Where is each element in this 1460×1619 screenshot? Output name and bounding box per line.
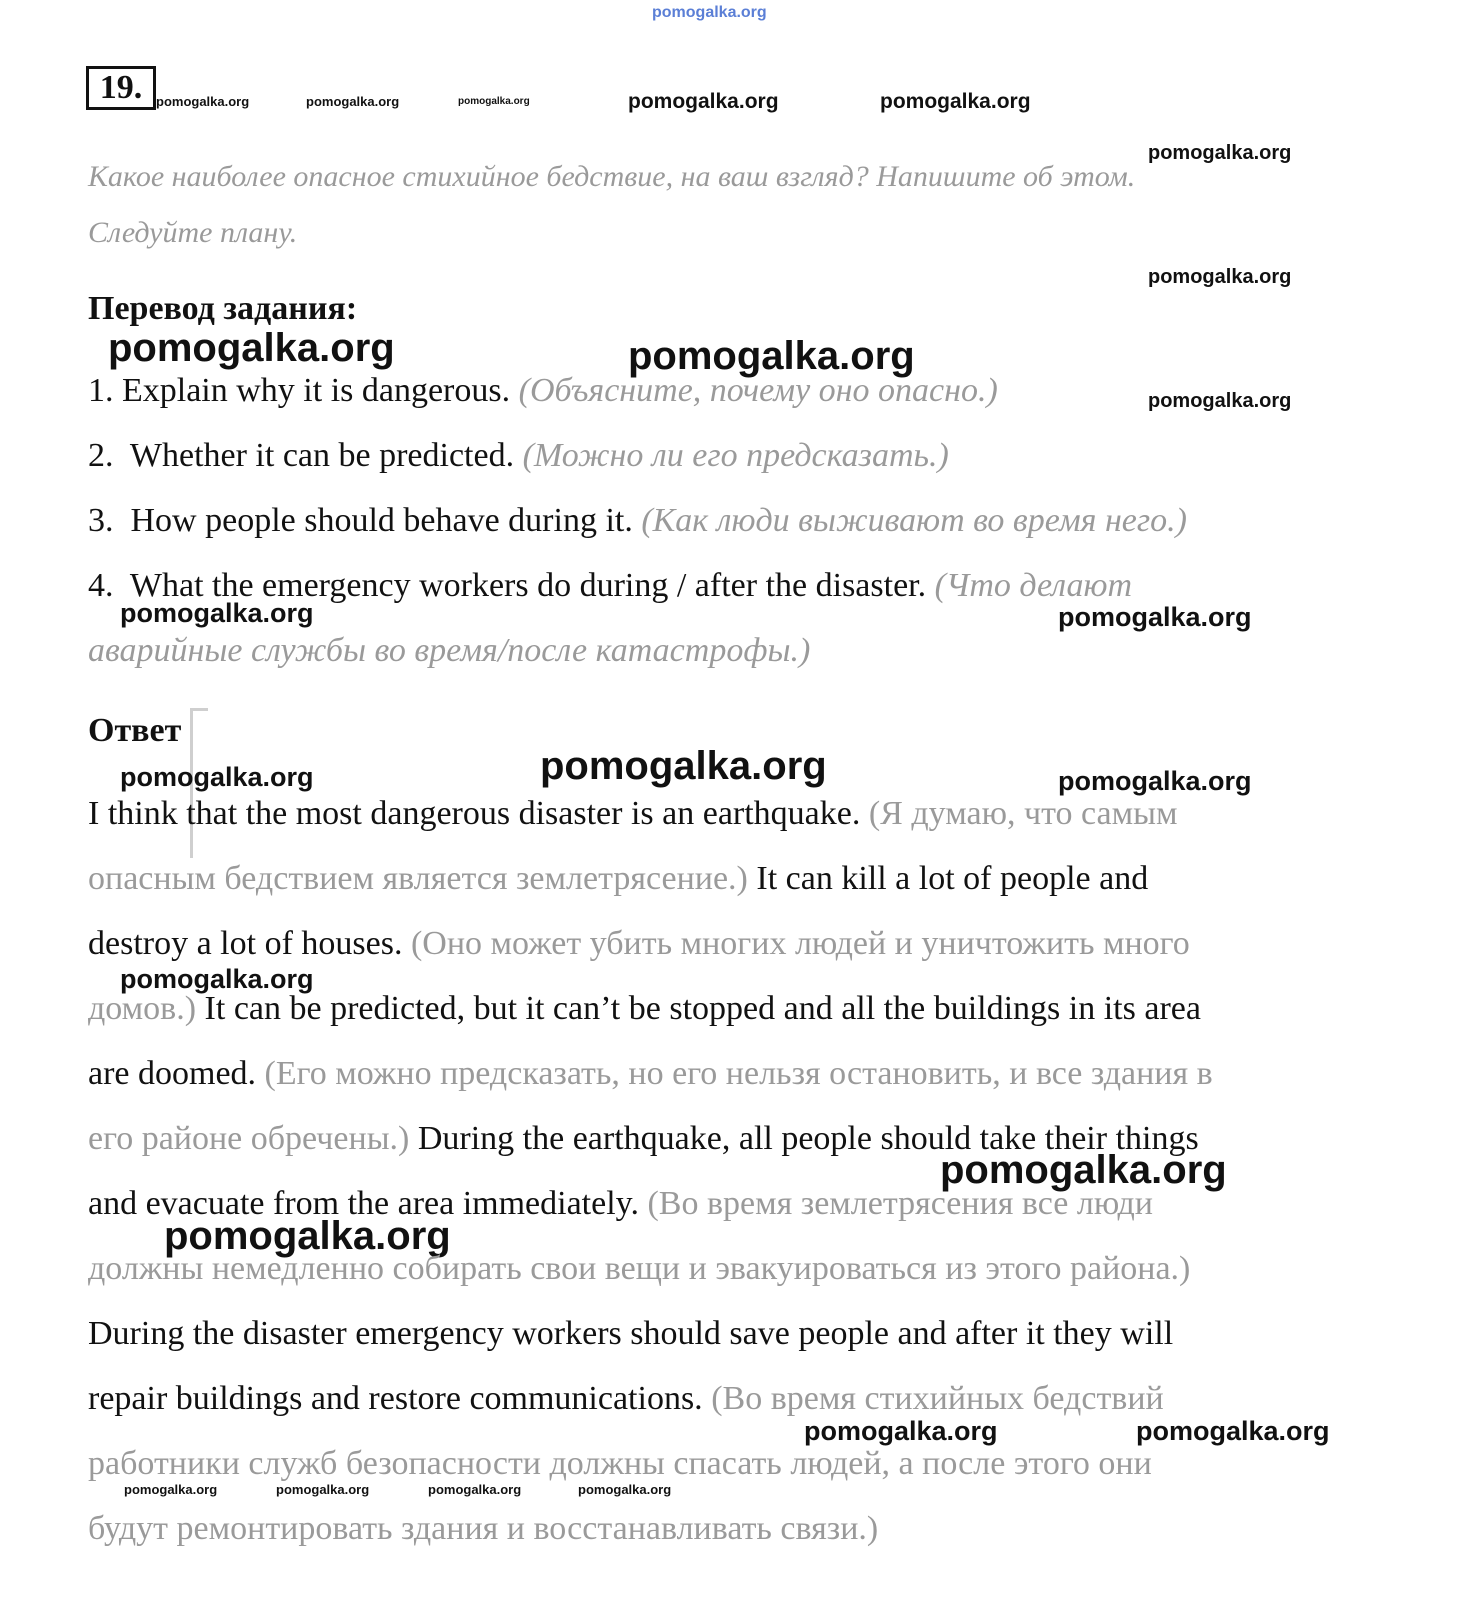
- answer-text-ru: работники служб безопасности должны спасать людей, а после этого они: [88, 1445, 1152, 1482]
- exercise-number: 19.: [86, 66, 156, 110]
- watermark: pomogalka.org: [1058, 602, 1252, 632]
- plan-number: 2.: [88, 437, 114, 474]
- watermark: pomogalka.org: [458, 96, 530, 107]
- answer-line-2: [88, 860, 1148, 898]
- watermark: pomogalka.org: [164, 1214, 451, 1258]
- answer-line-11: [88, 1445, 1152, 1483]
- watermark: pomogalka.org: [540, 744, 827, 788]
- task-text-line1: Какое наиболее опасное стихийное бедствие, на ваш взгляд? Напишите об этом.: [88, 160, 1136, 193]
- task-text-line2: Следуйте плану.: [88, 216, 298, 249]
- answer-heading: Ответ: [88, 712, 182, 749]
- plan-text-ru: (Объясните, почему оно опасно.): [518, 372, 998, 409]
- plan-item-1: [88, 372, 998, 410]
- plan-item-3: [88, 502, 1187, 540]
- watermark: pomogalka.org: [1148, 266, 1292, 288]
- answer-text-ru: опасным бедствием является землетрясение.): [88, 860, 748, 897]
- answer-text-en: I think that the most dangerous disaster is an earthquake.: [88, 795, 861, 832]
- answer-text-ru: будут ремонтировать здания и восстанавливать связи.): [88, 1510, 879, 1547]
- watermark: pomogalka.org: [276, 1482, 370, 1497]
- watermark: pomogalka.org: [1148, 142, 1292, 164]
- translation-heading: Перевод задания:: [88, 290, 358, 327]
- plan-text-en: Whether it can be predicted.: [129, 437, 515, 474]
- watermark: pomogalka.org: [1148, 390, 1292, 412]
- plan-number: 4.: [88, 567, 114, 604]
- plan-text-en: How people should behave during it.: [130, 502, 633, 539]
- answer-line-1: [88, 795, 1177, 833]
- answer-line-4: [88, 990, 1201, 1028]
- answer-text-en: and evacuate from the area immediately.: [88, 1185, 639, 1222]
- watermark: pomogalka.org: [578, 1482, 672, 1497]
- watermark: pomogalka.org: [124, 1482, 218, 1497]
- plan-text-ru: (Можно ли его предсказать.): [522, 437, 949, 474]
- answer-text-ru: (Я думаю, что самым: [868, 795, 1178, 832]
- answer-line-12: [88, 1510, 878, 1548]
- answer-line-9: [88, 1315, 1173, 1353]
- plan-number: 1.: [88, 372, 114, 409]
- answer-text-en: repair buildings and restore communications.: [88, 1380, 703, 1417]
- watermark: pomogalka.org: [108, 326, 395, 370]
- plan-item-2: [88, 437, 949, 475]
- answer-text-ru: (Оно может убить многих людей и уничтожить много: [410, 925, 1190, 962]
- answer-line-10: [88, 1380, 1164, 1418]
- plan-text-en: Explain why it is dangerous.: [122, 372, 511, 409]
- watermark: pomogalka.org: [306, 94, 400, 109]
- watermark: pomogalka.org: [120, 598, 314, 628]
- answer-line-3: [88, 925, 1190, 963]
- answer-text-en: It can be predicted, but it can’t be stopped and all the buildings in its area: [204, 990, 1201, 1027]
- watermark: pomogalka.org: [628, 334, 915, 378]
- watermark: pomogalka.org: [120, 762, 314, 792]
- answer-text-ru: должны немедленно собирать свои вещи и эвакуироваться из этого района.): [88, 1250, 1191, 1287]
- answer-text-ru: (Во время землетрясения все люди: [647, 1185, 1153, 1222]
- watermark: pomogalka.org: [428, 1482, 522, 1497]
- answer-line-5: [88, 1055, 1213, 1093]
- answer-text-en: It can kill a lot of people and: [756, 860, 1149, 897]
- plan-text-en: What the emergency workers do during / after the disaster.: [129, 567, 927, 604]
- watermark: pomogalka.org: [628, 90, 779, 113]
- answer-line-8: [88, 1250, 1190, 1288]
- plan-text-ru: (Как люди выживают во время него.): [641, 502, 1187, 539]
- watermark: pomogalka.org: [120, 964, 314, 994]
- watermark-top[interactable]: pomogalka.org: [652, 4, 767, 21]
- answer-text-en: During the disaster emergency workers should save people and after it they will: [88, 1315, 1174, 1352]
- watermark: pomogalka.org: [940, 1148, 1227, 1192]
- watermark: pomogalka.org: [880, 90, 1031, 113]
- answer-text-ru: его районе обречены.): [88, 1120, 410, 1157]
- plan-text-ru-cont: аварийные службы во время/после катастрофы.): [88, 632, 811, 669]
- watermark: pomogalka.org: [1136, 1416, 1330, 1446]
- answer-text-ru: (Его можно предсказать, но его нельзя остановить, и все здания в: [264, 1055, 1213, 1092]
- answer-text-en: destroy a lot of houses.: [88, 925, 403, 962]
- watermark: pomogalka.org: [1058, 766, 1252, 796]
- faint-overlay-mark: [190, 708, 208, 711]
- plan-text-ru: (Что делают: [934, 567, 1133, 604]
- answer-text-ru: домов.): [88, 990, 197, 1027]
- answer-text-en: During the earthquake, all people should take their things: [417, 1120, 1199, 1157]
- watermark: pomogalka.org: [156, 94, 250, 109]
- plan-item-4-cont: [88, 632, 810, 670]
- plan-number: 3.: [88, 502, 114, 539]
- answer-text-ru: (Во время стихийных бедствий: [711, 1380, 1164, 1417]
- watermark: pomogalka.org: [804, 1416, 998, 1446]
- answer-text-en: are doomed.: [88, 1055, 257, 1092]
